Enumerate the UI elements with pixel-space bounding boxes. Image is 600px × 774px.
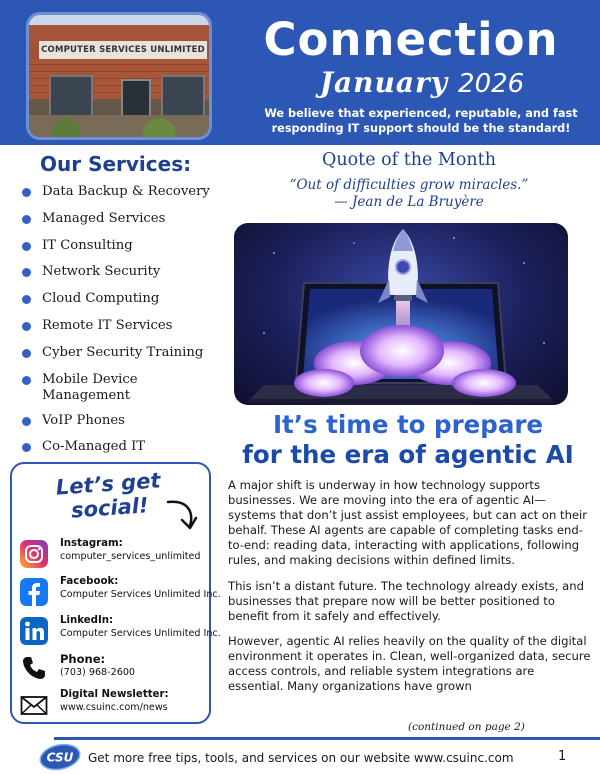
article-headline: It’s time to prepare for the era of agentic AI xyxy=(242,410,574,469)
instagram-icon xyxy=(20,540,48,568)
quote-author: — Jean de La Bruyère xyxy=(334,194,484,210)
list-item: Managed Services xyxy=(22,211,218,238)
footer-text: Get more free tips, tools, and services on our website www.csuinc.com xyxy=(88,751,514,765)
curved-arrow-icon xyxy=(162,498,202,532)
phone-icon xyxy=(20,654,48,682)
masthead xyxy=(0,0,600,145)
issue-date xyxy=(262,66,582,104)
bullet-icon xyxy=(22,215,31,224)
list-item: VoIP Phones xyxy=(22,413,218,440)
bullet-icon xyxy=(22,417,31,426)
rocket-laptop-illustration xyxy=(234,223,568,405)
list-item: IT Consulting xyxy=(22,238,218,265)
bullet-icon xyxy=(22,188,31,197)
continued-note: (continued on page 2) xyxy=(408,721,525,733)
bullet-icon xyxy=(22,268,31,277)
social-phone[interactable]: Phone: (703) 968-2600 xyxy=(20,652,210,692)
list-item: Mobile Device Management xyxy=(22,372,218,413)
newsletter-title: Connection xyxy=(263,13,559,66)
svg-text:CSU: CSU xyxy=(46,750,74,765)
envelope-icon xyxy=(20,691,48,719)
list-item: Remote IT Services xyxy=(22,318,218,345)
article-paragraph: A major shift is underway in how technology supports businesses. We are moving into the era of agentic AI—systems that don’t just assist employees, but can act on their behalf. These AI agents are capable of completing tasks end-to-end: reading data, interacting with applications, following rules, and making decisions within defined limits. xyxy=(228,478,588,568)
quote xyxy=(228,177,590,211)
bullet-icon xyxy=(22,242,31,251)
bullet-icon xyxy=(22,322,31,331)
quote-title: Quote of the Month xyxy=(322,150,496,170)
list-item: Network Security xyxy=(22,264,218,291)
office-building-photo xyxy=(26,12,212,140)
social-heading: Let’s get social! xyxy=(55,468,162,523)
csu-logo xyxy=(38,742,82,772)
issue-year: 2026 xyxy=(458,69,525,99)
bullet-icon xyxy=(22,295,31,304)
social-newsletter[interactable]: Digital Newsletter: www.csuinc.com/news xyxy=(20,689,210,729)
tagline: We believe that experienced, reputable, and fast responding IT support should be the standard! xyxy=(264,107,578,135)
facebook-icon xyxy=(20,578,48,606)
list-item: Cyber Security Training xyxy=(22,345,218,372)
quote-text: “Out of difficulties grow miracles.” xyxy=(289,177,529,193)
social-linkedin[interactable]: LinkedIn: Computer Services Unlimited Inc. xyxy=(20,615,210,655)
article-paragraph: However, agentic AI relies heavily on the quality of the digital environment it operates in. Clean, well-organized data, secure access controls, and reliable system integrations are essential. Many organizations have grown xyxy=(228,633,591,694)
bullet-icon xyxy=(22,349,31,358)
services-list xyxy=(22,184,218,466)
page-number: 1 xyxy=(558,749,567,764)
list-item: Cloud Computing xyxy=(22,291,218,318)
building-sign: COMPUTER SERVICES UNLIMITED xyxy=(39,41,207,59)
linkedin-icon xyxy=(20,617,48,645)
bullet-icon xyxy=(22,443,31,452)
footer-divider xyxy=(54,737,600,740)
social-instagram[interactable]: Instagram: computer_services_unlimited xyxy=(20,538,210,578)
social-facebook[interactable]: Facebook: Computer Services Unlimited Inc. xyxy=(20,576,210,616)
list-item: Co-Managed IT xyxy=(22,439,218,466)
article-body xyxy=(228,478,592,704)
article-paragraph: This isn’t a distant future. The technology already exists, and businesses that prepare now will be better positioned to benefit from it safely and effectively. xyxy=(228,578,584,623)
bullet-icon xyxy=(22,376,31,385)
list-item: Data Backup & Recovery xyxy=(22,184,218,211)
social-box xyxy=(10,462,221,724)
services-title: Our Services: xyxy=(40,152,192,176)
issue-month: January xyxy=(319,66,449,99)
